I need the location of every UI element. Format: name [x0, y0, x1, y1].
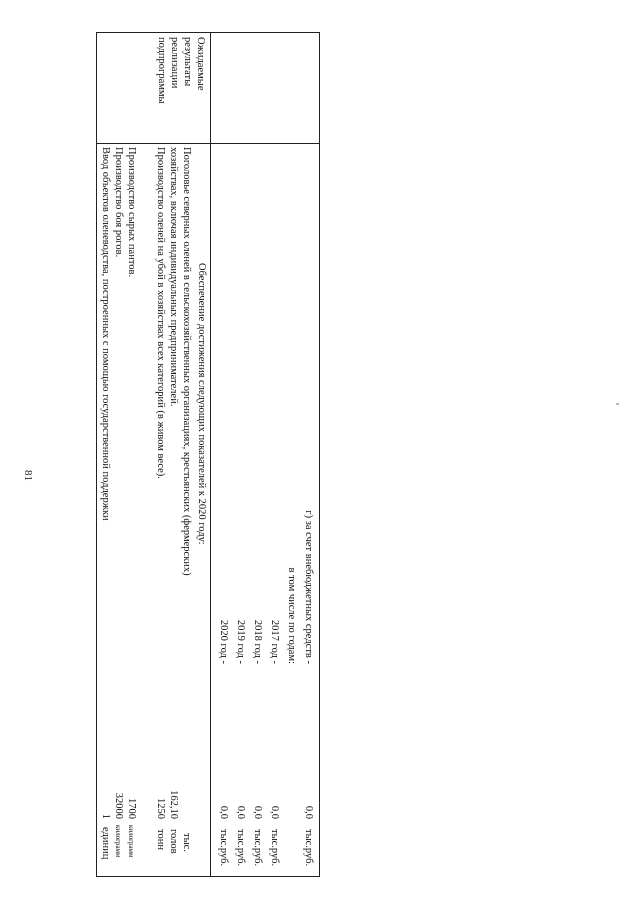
result-item-value: 1700	[126, 798, 137, 819]
funding-row-unit: тыс.руб.	[252, 829, 263, 867]
result-item-unit: килограмм	[127, 825, 135, 858]
funding-row-unit: тыс.руб.	[235, 829, 246, 867]
result-item-text: Производство оленей на убой в хозяйствах всех категорий (в живом весе).	[155, 147, 166, 479]
result-item-text: Ввод объектов оленеводства, построенных с помощью государственной поддержки	[100, 147, 111, 521]
results-section-label: Ожидаемые результаты реализации подпрограммы	[156, 37, 206, 104]
results-heading: Обеспечение достижения следующих показателей к 2020 году:	[196, 263, 207, 545]
funding-row-value: 0,0	[235, 805, 246, 819]
program-table	[96, 32, 320, 877]
result-item-value: 162,10	[168, 790, 179, 819]
funding-row-label: 2018 год -	[252, 619, 263, 664]
result-item-text: Производство сырых пантов.	[126, 147, 137, 278]
result-item-value: 1250	[155, 798, 166, 819]
rotated-table-wrapper	[96, 32, 320, 877]
funding-row-label: в том числе по годам:	[286, 567, 297, 664]
funding-row-label: 2019 год -	[235, 619, 246, 664]
funding-row-unit: тыс.руб.	[303, 829, 314, 867]
funding-row-label: г) за счет внебюджетных средств -	[303, 510, 314, 664]
result-item-text: хозяйствах, включая индивидуальных предпринимателей.	[168, 147, 179, 407]
funding-row-value: 0,0	[269, 805, 280, 819]
row-divider	[210, 33, 211, 876]
funding-row-label: 2020 год -	[218, 619, 229, 664]
result-item-unit: единиц	[100, 827, 111, 860]
funding-row-value: 0,0	[252, 805, 263, 819]
result-item-unit: голов	[168, 829, 179, 854]
funding-row-unit: тыс.руб.	[218, 829, 229, 867]
result-item-unit: тыс.	[181, 833, 192, 852]
result-item-unit: килограмм	[114, 825, 122, 858]
result-item-unit: тонн	[155, 829, 166, 850]
funding-row-value: 0,0	[218, 805, 229, 819]
scan-mark	[616, 403, 619, 405]
funding-row-value: 0,0	[303, 805, 314, 819]
result-item-text: Поголовье северных оленей в сельскохозяйственных организациях, крестьянских (фермерских)	[181, 147, 192, 576]
funding-row-unit: тыс.руб.	[269, 829, 280, 867]
result-item-value: 32000	[113, 792, 124, 819]
result-item-text: Производство боя рогов.	[113, 147, 124, 258]
funding-row-label: 2017 год -	[269, 619, 280, 664]
page-number: 81	[22, 470, 34, 481]
result-item-value: 1	[100, 813, 111, 819]
